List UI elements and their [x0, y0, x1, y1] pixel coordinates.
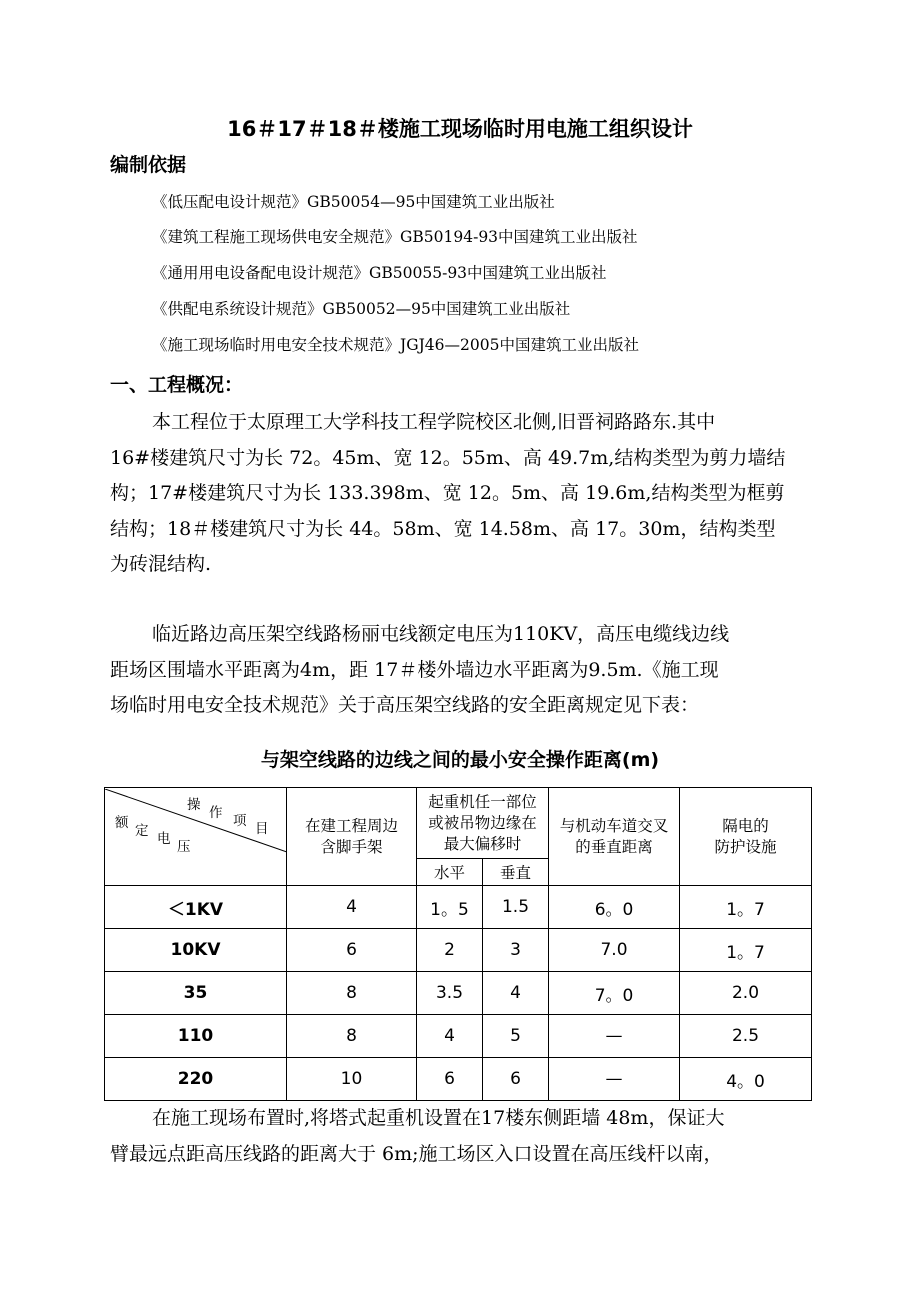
document-title: 16＃17＃18＃楼施工现场临时用电施工组织设计 [227, 117, 693, 141]
table-row [105, 1015, 812, 1058]
vertical-cell: 6 [483, 1058, 549, 1101]
vertical-cell: 1.5 [483, 886, 549, 929]
isolation-cell: 1。7 [680, 886, 812, 929]
header-isolation [680, 788, 812, 886]
horizontal-cell: 1。5 [417, 886, 483, 929]
corner-label: 定 [135, 822, 149, 839]
voltage-cell: 110 [105, 1015, 287, 1058]
table-row [105, 1058, 812, 1101]
corner-label: 压 [177, 838, 191, 855]
road-cell: 7。0 [549, 972, 680, 1015]
header-line: 隔电的 [722, 816, 769, 835]
building-cell: 6 [287, 929, 417, 972]
vertical-cell: 3 [483, 929, 549, 972]
header-line: 或被吊物边缘在 [428, 813, 537, 832]
paragraph-line: 本工程位于太原理工大学科技工程学院校区北侧,旧晋祠路路东.其中 [152, 411, 716, 433]
voltage-cell: 220 [105, 1058, 287, 1101]
paragraph-line: 距场区围墙水平距离为4m，距 17＃楼外墙边水平距离为9.5m.《施工现 [110, 658, 719, 681]
reference-item: 《施工现场临时用电安全技术规范》JGJ46—2005中国建筑工业出版社 [152, 336, 639, 354]
header-crane-vertical: 垂直 [483, 859, 549, 886]
paragraph-line: 临近路边高压架空线路杨丽屯线额定电压为110KV，高压电缆线边线 [152, 623, 730, 645]
road-cell: 6。0 [549, 886, 680, 929]
section-heading: 一、工程概况： [110, 374, 244, 396]
corner-label: 目 [255, 820, 269, 837]
building-cell: 8 [287, 1015, 417, 1058]
reference-item: 《低压配电设计规范》GB50054—95中国建筑工业出版社 [152, 193, 555, 211]
paragraph-line: 为砖混结构. [110, 553, 212, 575]
header-road [549, 788, 680, 886]
building-cell: 10 [287, 1058, 417, 1101]
paragraph-line: 结构；18＃楼建筑尺寸为长 44。58m、宽 14.58m、高 17。30m，结构类型 [110, 517, 776, 540]
horizontal-cell: 3.5 [417, 972, 483, 1015]
reference-item: 《供配电系统设计规范》GB50052—95中国建筑工业出版社 [152, 300, 571, 318]
safety-distance-table [104, 787, 812, 1101]
isolation-cell: 4。0 [680, 1058, 812, 1101]
paragraph-line: 在施工现场布置时,将塔式起重机设置在17楼东侧距墙 48m，保证大 [152, 1107, 725, 1129]
header-line: 的垂直距离 [575, 837, 653, 856]
corner-label: 作 [209, 804, 223, 821]
header-crane-horizontal: 水平 [417, 859, 483, 886]
road-cell: 7.0 [549, 929, 680, 972]
table-row [105, 886, 812, 929]
paragraph-line: 臂最远点距高压线路的距离大于 6m;施工场区入口设置在高压线杆以南， [110, 1142, 723, 1165]
table-title: 与架空线路的边线之间的最小安全操作距离(m) [260, 749, 660, 771]
table-row [105, 972, 812, 1015]
reference-item: 《通用用电设备配电设计规范》GB50055-93中国建筑工业出版社 [152, 264, 607, 282]
paragraph-line: 构；17#楼建筑尺寸为长 133.398m、宽 12。5m、高 19.6m,结构类型为框剪 [110, 482, 785, 504]
header-line: 含脚手架 [320, 837, 383, 856]
horizontal-cell: 6 [417, 1058, 483, 1101]
basis-heading: 编制依据 [110, 154, 187, 176]
corner-label: 项 [233, 812, 247, 829]
header-crane [417, 788, 549, 859]
isolation-cell: 1。7 [680, 929, 812, 972]
header-line: 起重机任一部位 [428, 792, 537, 811]
reference-item: 《建筑工程施工现场供电安全规范》GB50194-93中国建筑工业出版社 [152, 228, 638, 246]
table-row [105, 929, 812, 972]
voltage-cell: ＜1KV [105, 886, 287, 929]
building-cell: 8 [287, 972, 417, 1015]
header-building [287, 788, 417, 886]
voltage-cell: 35 [105, 972, 287, 1015]
table-corner-cell [105, 788, 287, 886]
horizontal-cell: 4 [417, 1015, 483, 1058]
header-line: 最大偏移时 [443, 834, 522, 853]
header-line: 在建工程周边 [304, 816, 398, 835]
road-cell: — [549, 1015, 680, 1058]
corner-label: 操 [187, 796, 201, 813]
corner-label: 额 [115, 814, 129, 831]
paragraph-powerline [110, 617, 729, 724]
building-cell: 4 [287, 886, 417, 929]
road-cell: — [549, 1058, 680, 1101]
paragraph-layout [110, 1101, 724, 1172]
horizontal-cell: 2 [417, 929, 483, 972]
isolation-cell: 2.5 [680, 1015, 812, 1058]
voltage-cell: 10KV [105, 929, 287, 972]
vertical-cell: 5 [483, 1015, 549, 1058]
header-line: 与机动车道交叉 [559, 816, 669, 835]
paragraph-overview [110, 405, 785, 583]
paragraph-line: 场临时用电安全技术规范》关于高压架空线路的安全距离规定见下表： [110, 694, 700, 716]
vertical-cell: 4 [483, 972, 549, 1015]
isolation-cell: 2.0 [680, 972, 812, 1015]
paragraph-line: 16#楼建筑尺寸为长 72。45m、宽 12。55m、高 49.7m,结构类型为剪力墙结 [110, 446, 786, 469]
header-line: 防护设施 [714, 837, 777, 856]
corner-label: 电 [157, 830, 171, 847]
